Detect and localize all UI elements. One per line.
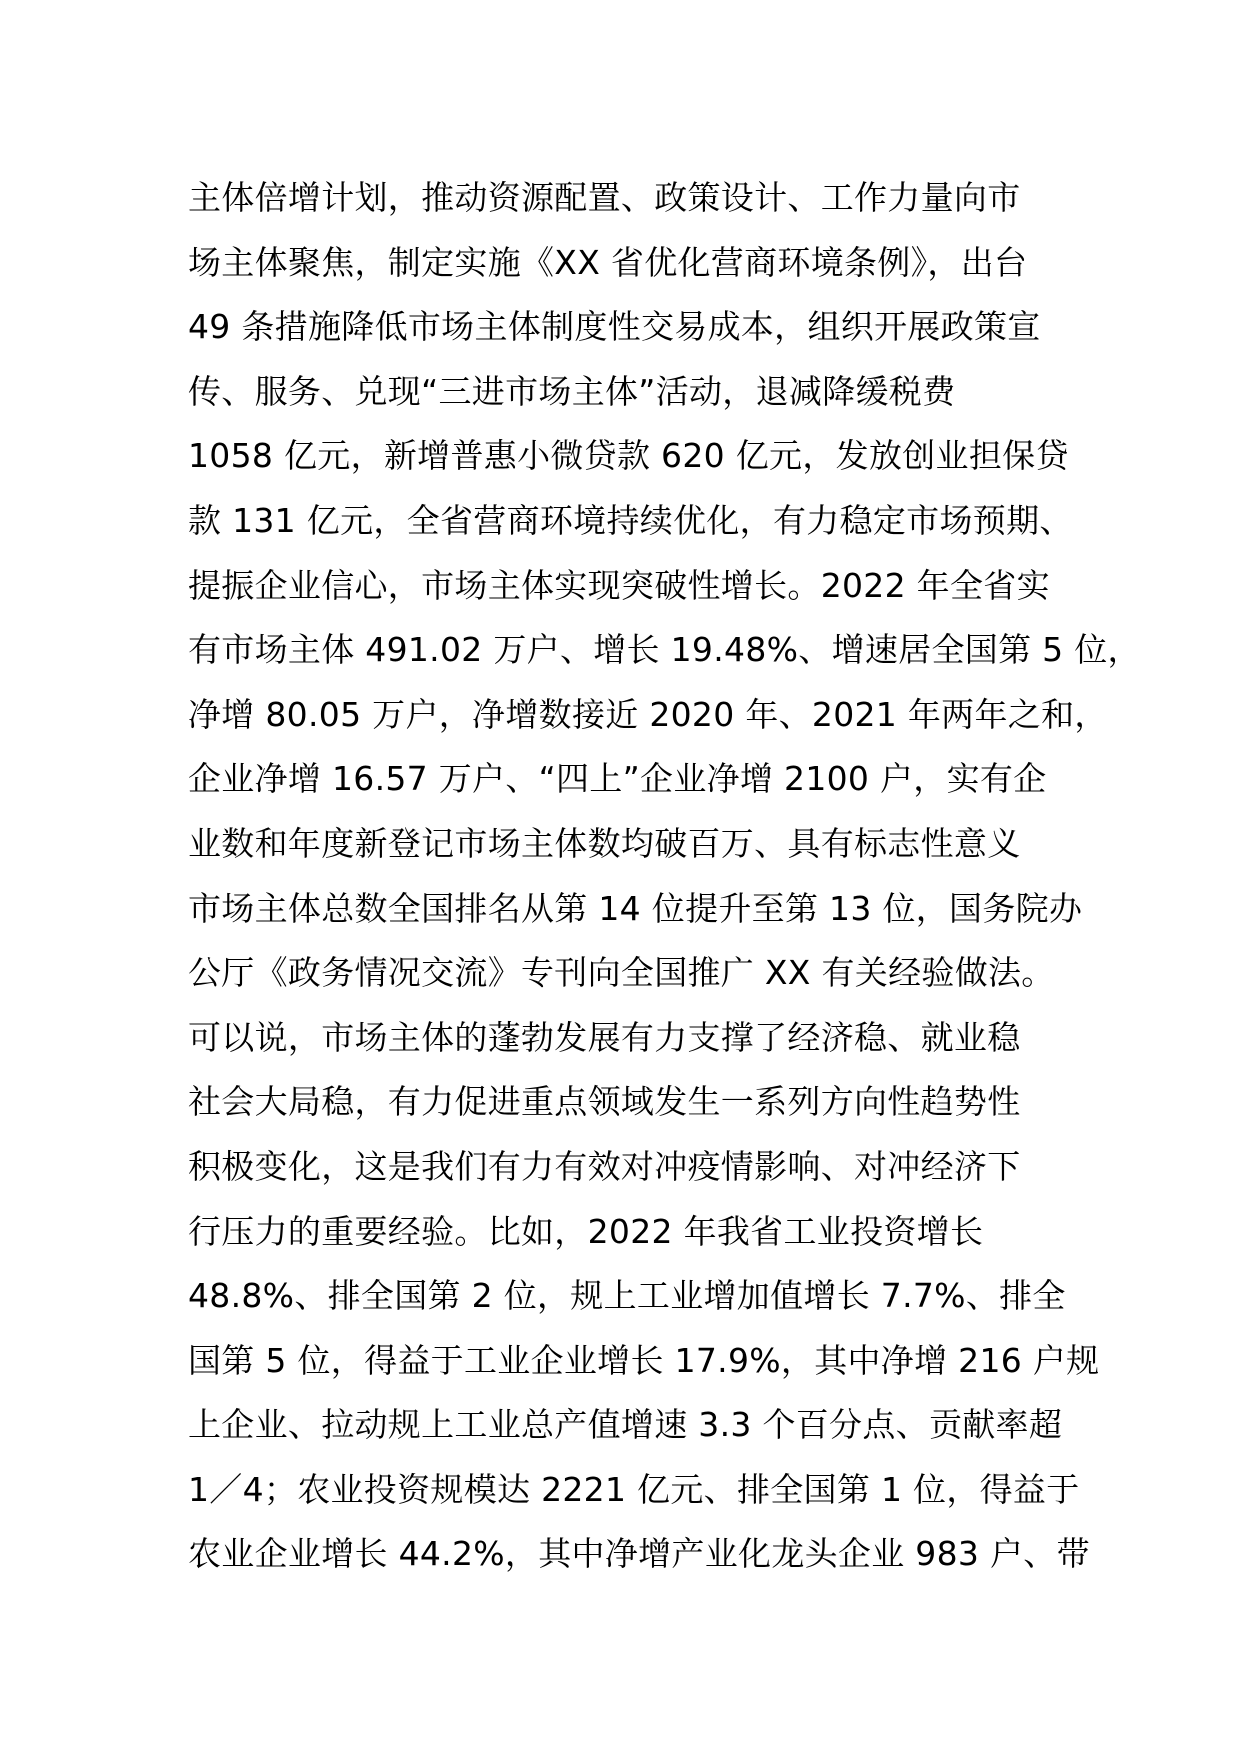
text-line: 场主体聚焦，制定实施《XX 省优化营商环境条例》，出台 (188, 242, 1028, 282)
text-line: 可以说，市场主体的蓬勃发展有力支撑了经济稳、就业稳 (188, 1017, 1021, 1057)
text-line: 主体倍增计划，推动资源配置、政策设计、工作力量向市 (188, 178, 1021, 217)
text-line: 社会大局稳，有力促进重点领域发生一系列方向性趋势性 (188, 1082, 1021, 1122)
text-line: 农业企业增长 44.2%，其中净增产业化龙头企业 983 户、带 (188, 1534, 1090, 1574)
text-line: 提振企业信心，市场主体实现突破性增长。2022 年全省实 (188, 565, 1050, 605)
text-line: 传、服务、兑现“三进市场主体”活动，退减降缓税费 (188, 371, 956, 411)
body-paragraph (188, 166, 1141, 1587)
text-line: 行压力的重要经验。比如，2022 年我省工业投资增长 (188, 1211, 984, 1251)
text-line: 上企业、拉动规上工业总产值增速 3.3 个百分点、贡献率超 (188, 1405, 1063, 1445)
text-line: 企业净增 16.57 万户、“四上”企业净增 2100 户，实有企 (188, 759, 1047, 799)
text-line: 国第 5 位，得益于工业企业增长 17.9%，其中净增 216 户规 (188, 1340, 1100, 1380)
text-line: 1058 亿元，新增普惠小微贷款 620 亿元，发放创业担保贷 (188, 436, 1069, 476)
text-line: 48.8%、排全国第 2 位，规上工业增加值增长 7.7%、排全 (188, 1276, 1066, 1316)
text-line: 1／4；农业投资规模达 2221 亿元、排全国第 1 位，得益于 (188, 1469, 1080, 1509)
text-line: 市场主体总数全国排名从第 14 位提升至第 13 位，国务院办 (188, 888, 1083, 928)
text-line: 积极变化，这是我们有力有效对冲疫情影响、对冲经济下 (188, 1146, 1021, 1186)
text-line: 公厅《政务情况交流》专刊向全国推广 XX 有关经验做法。 (188, 953, 1055, 993)
text-line: 有市场主体 491.02 万户、增长 19.48%、增速居全国第 5 位， (188, 630, 1141, 670)
text-line: 49 条措施降低市场主体制度性交易成本，组织开展政策宣 (188, 307, 1041, 347)
text-line: 净增 80.05 万户，净增数接近 2020 年、2021 年两年之和， (188, 694, 1108, 734)
text-line: 款 131 亿元，全省营商环境持续优化，有力稳定市场预期、 (188, 500, 1073, 540)
text-line: 业数和年度新登记市场主体数均破百万、具有标志性意义 (188, 823, 1021, 863)
